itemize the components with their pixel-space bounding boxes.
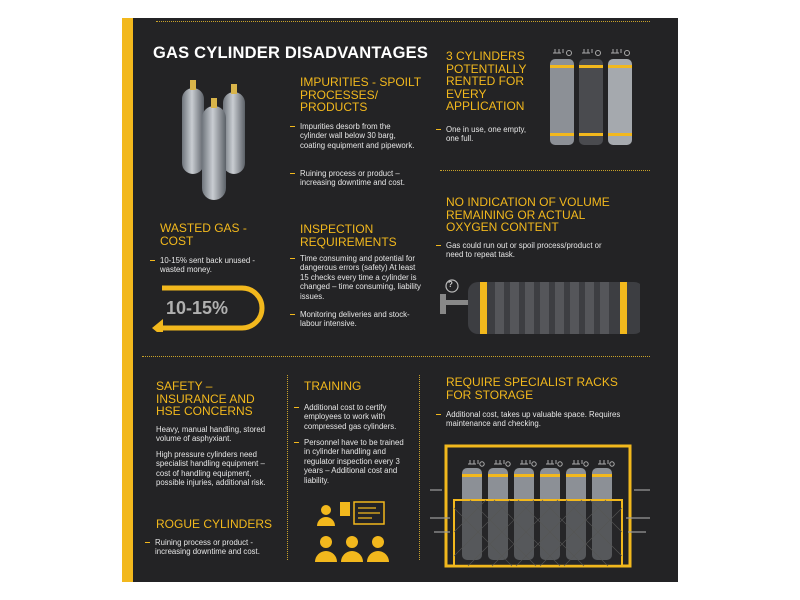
inspection-point-1: Time consuming and potential for dangerous errors (safety) At least 15 checks every time a cylinder is changed – time consuming, liability issues. (300, 254, 421, 301)
bullet-dash (294, 442, 299, 443)
bullet-dash (150, 260, 155, 261)
racks-heading: REQUIRE SPECIALIST RACKS FOR STORAGE (446, 375, 618, 402)
wasted-gas-point: 10-15% sent back unused - wasted money. (160, 256, 255, 275)
training-people-icon (312, 498, 404, 564)
three-cylinders-illustration (547, 45, 637, 147)
bullet-dash (290, 314, 295, 315)
wasted-percentage-badge: 10-15% (166, 298, 229, 318)
bullet-dash (145, 542, 150, 543)
top-divider (156, 21, 650, 22)
safety-heading: SAFETY – INSURANCE AND HSE CONCERNS (156, 379, 255, 418)
bullet-dash (436, 129, 441, 130)
safety-paragraph-2: High pressure cylinders need specialist handling equipment – cost of handling equipment, possible injuries, additional risk. (156, 450, 266, 488)
training-right-divider (419, 375, 420, 560)
cylinder-group-illustration (175, 74, 255, 204)
three-cylinders-point: One in use, one empty, one full. (446, 125, 527, 144)
no-indication-point: Gas could run out or spoil process/product or need to repeat task. (446, 241, 602, 260)
bullet-dash (290, 126, 295, 127)
safety-paragraph-1: Heavy, manual handling, stored volume of asphyxiant. (156, 425, 266, 444)
bullet-dash (436, 414, 441, 415)
inspection-heading: INSPECTION REQUIREMENTS (300, 222, 397, 249)
wasted-gas-heading: WASTED GAS - COST (160, 221, 247, 248)
storage-rack-illustration (430, 442, 650, 572)
bullet-dash (290, 258, 295, 259)
bullet-dash (294, 407, 299, 408)
rogue-cylinders-point: Ruining process or product - increasing downtime and cost. (155, 538, 260, 557)
bullet-dash (436, 245, 441, 246)
rogue-cylinders-heading: ROGUE CYLINDERS (156, 517, 273, 531)
bullet-dash (290, 173, 295, 174)
impurities-point-1: Impurities desorb from the cylinder wall below 30 barg, coating equipment and pipework. (300, 122, 415, 150)
training-heading: TRAINING (304, 379, 362, 393)
no-indication-heading: NO INDICATION OF VOLUME REMAINING OR ACTUAL OXYGEN CONTENT (446, 195, 610, 234)
page-title: GAS CYLINDER DISADVANTAGES (153, 44, 429, 62)
inspection-point-2: Monitoring deliveries and stock- labour intensive. (300, 310, 410, 329)
gauge-question-icon: ? (448, 280, 453, 289)
accent-stripe (122, 18, 133, 582)
middle-divider (142, 356, 650, 357)
racks-point: Additional cost, takes up valuable space. Requires maintenance and checking. (446, 410, 621, 429)
right-divider (440, 170, 650, 171)
horizontal-cylinder-illustration (440, 278, 640, 336)
three-cylinders-heading: 3 CYLINDERS POTENTIALLY RENTED FOR EVERY APPLICATION (446, 49, 527, 113)
training-point-2: Personnel have to be trained in cylinder handling and regulator inspection every 3 years – Additional cost and liability. (304, 438, 404, 485)
training-left-divider (287, 375, 288, 560)
impurities-heading: IMPURITIES - SPOILT PROCESSES/ PRODUCTS (300, 75, 421, 114)
training-point-1: Additional cost to certify employees to work with compressed gas cylinders. (304, 403, 397, 431)
impurities-point-2: Ruining process or product – increasing downtime and cost. (300, 169, 405, 188)
